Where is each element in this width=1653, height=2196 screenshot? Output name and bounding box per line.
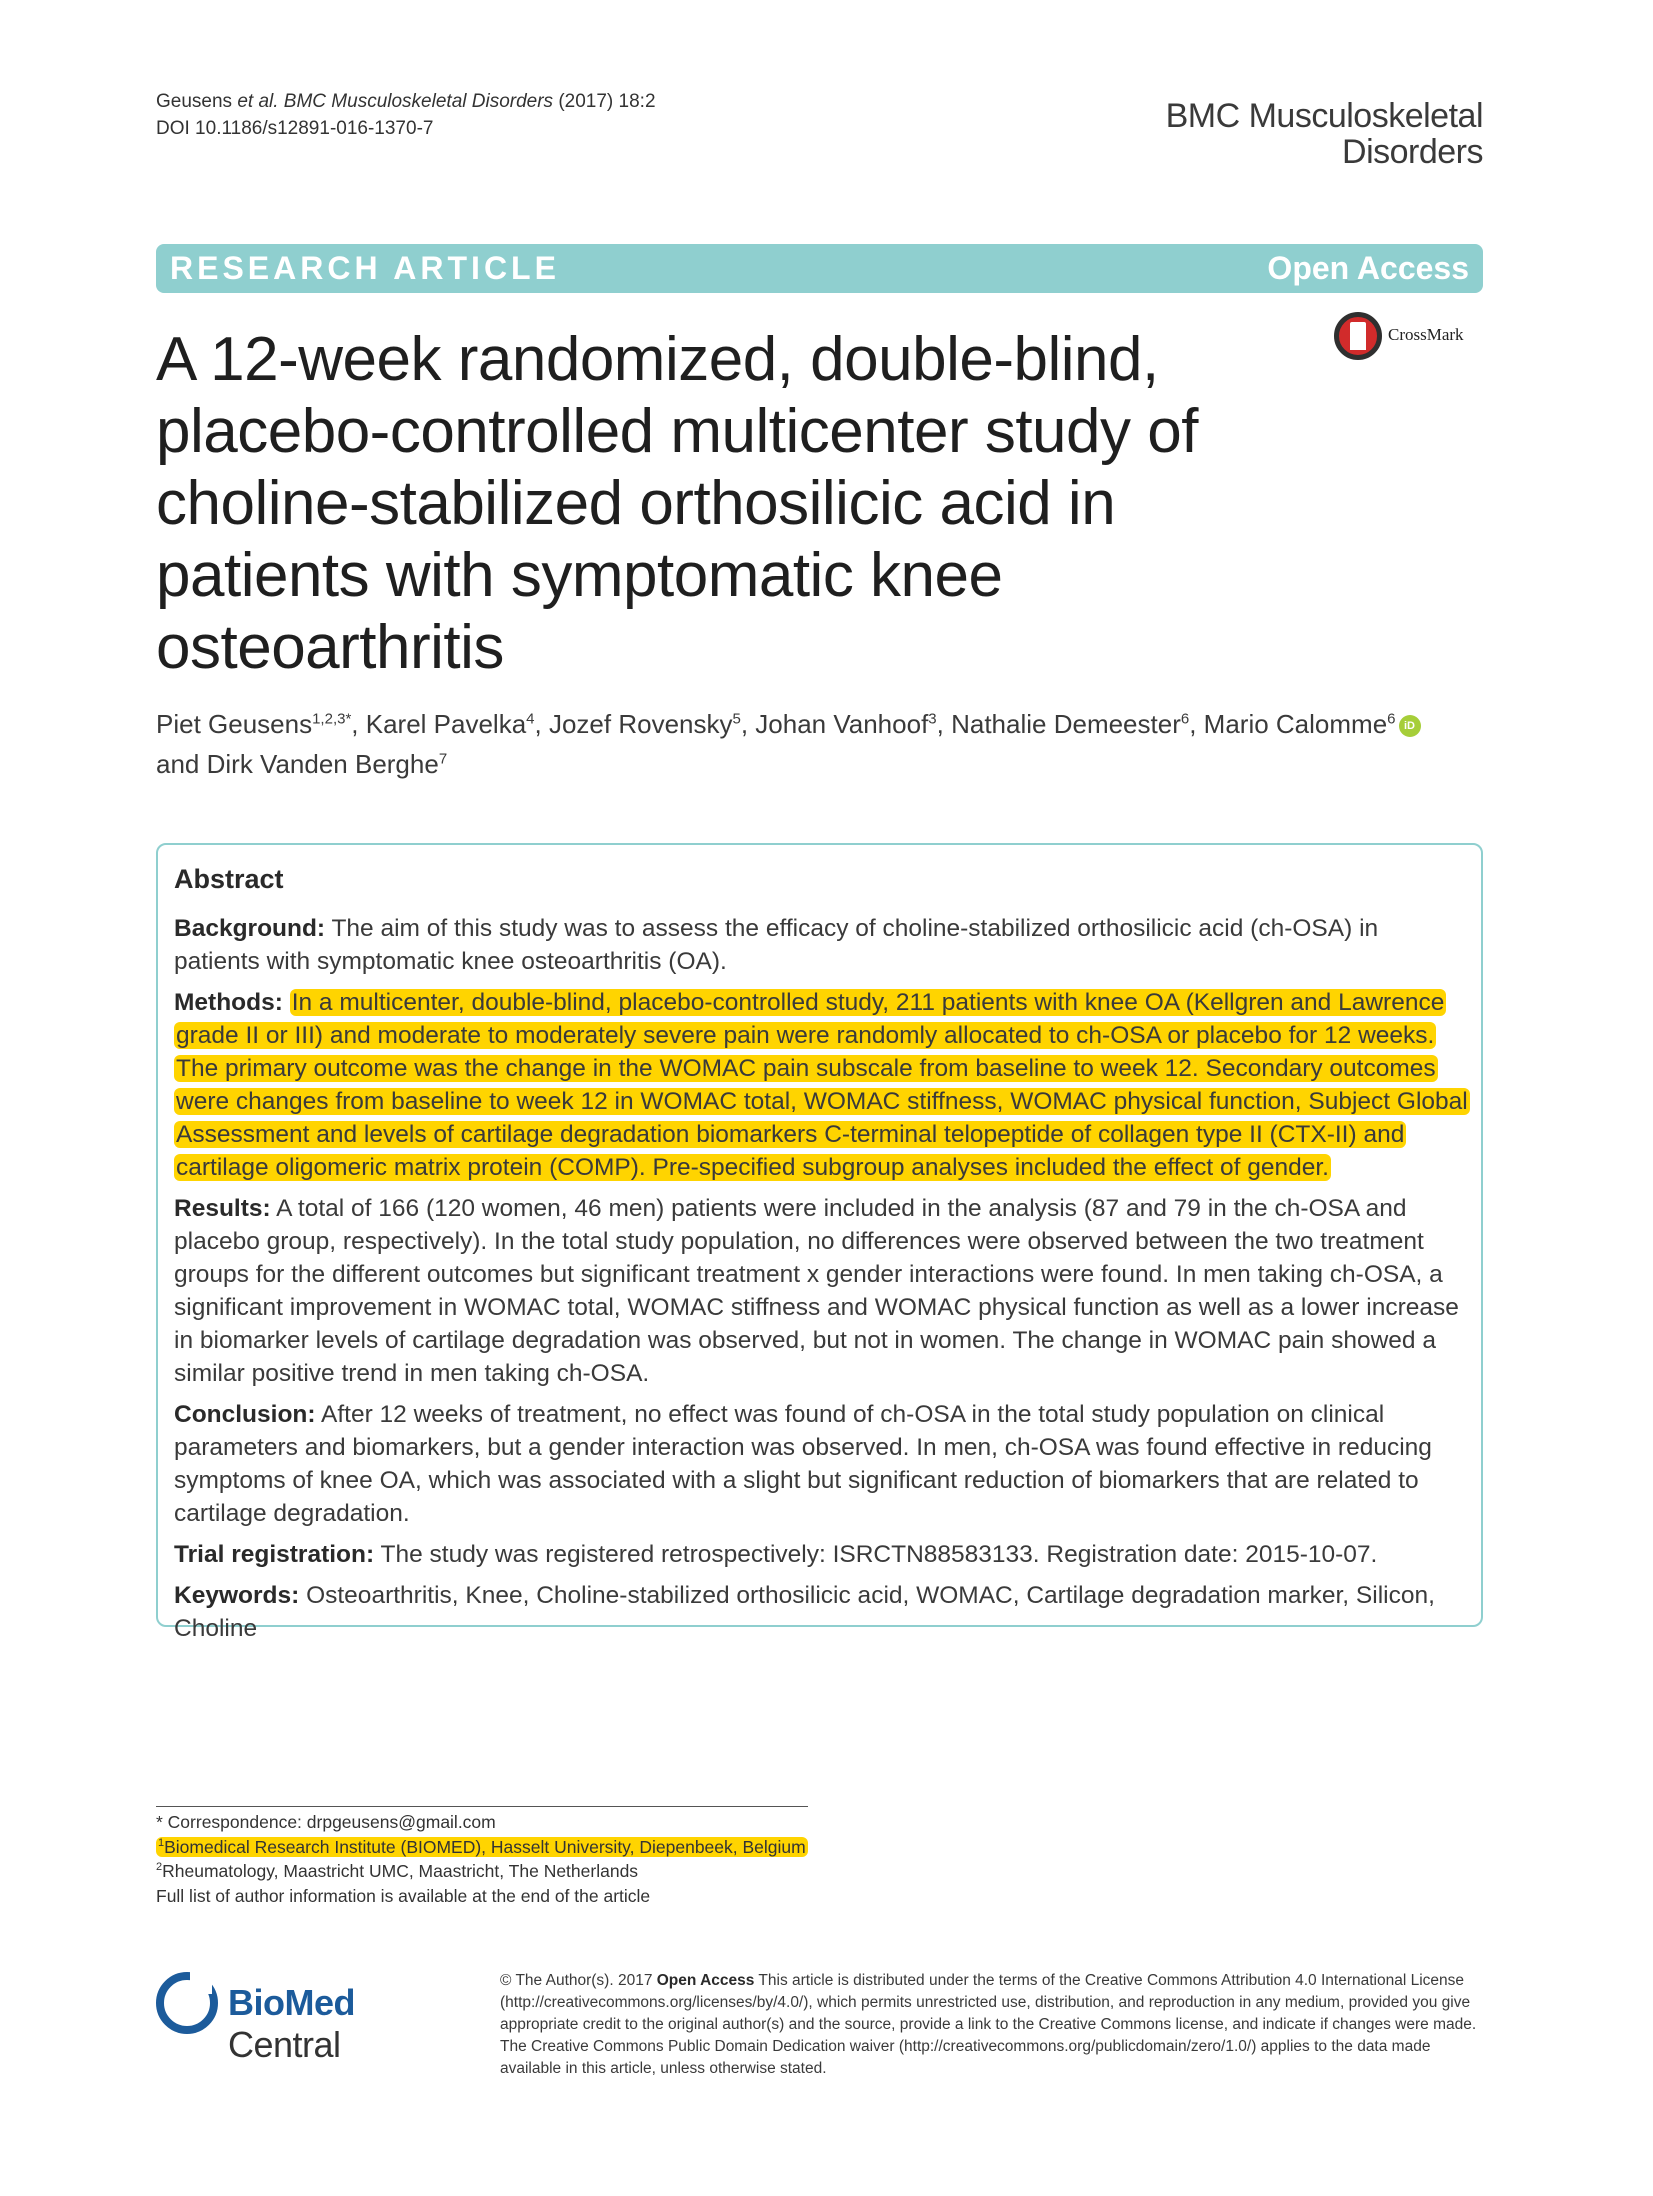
citation-et-al: et al.	[237, 91, 279, 112]
abstract-trial-registration	[174, 1538, 1469, 1571]
methods-text-highlighted: In a multicenter, double-blind, placebo-controlled study, 211 patients with knee OA (Kellgren and Lawrence grade II or III) and moderate to moderately severe pain were randomly allocated to ch-OSA or placebo for 12 weeks. The primary outcome was the change in the WOMAC pain subscale from baseline to week 12. Secondary outcomes were changes from baseline to week 12 in WOMAC total, WOMAC stiffness, WOMAC physical function, Subject Global Assessment and levels of cartilage degradation biomarkers C-terminal telopeptide of collagen type II (CTX-II) and cartilage oligomeric matrix protein (COMP). Pre-specified subgroup analyses included the effect of gender.	[176, 989, 1468, 1181]
license-copyright: © The Author(s). 2017	[500, 1972, 657, 1989]
author-name[interactable]: , Johan Vanhoof	[740, 709, 929, 739]
affiliation-2-text: Rheumatology, Maastricht UMC, Maastricht, The Netherlands	[162, 1861, 639, 1881]
affiliation-2	[156, 1859, 856, 1884]
author-affiliation-sup: 6	[1387, 710, 1396, 728]
author-affiliation-sup: 3	[928, 710, 937, 728]
author-affiliation-sup: 6	[1180, 710, 1190, 728]
license-open-access: Open Access	[656, 1972, 755, 1989]
affiliation-1-text-highlighted: Biomedical Research Institute (BIOMED), Hasselt University, Diepenbeek, Belgium	[164, 1836, 806, 1857]
trial-registration-text: The study was registered retrospectively: ISRCTN88583133. Registration date: 2015-10-07.	[374, 1541, 1378, 1568]
author-affiliation-sup: 4	[526, 710, 535, 728]
article-title: A 12-week randomized, double-blind, placebo-controlled multicenter study of choline-stabilized orthosilicic acid in patients with symptomatic knee osteoarthritis	[156, 325, 1198, 682]
author-affiliation-sup: 5	[732, 710, 741, 728]
abstract-methods	[174, 986, 1469, 1184]
author-name[interactable]: , Jozef Rovensky	[534, 709, 733, 739]
article-type-band	[156, 244, 1483, 293]
license-statement	[500, 1970, 1490, 2080]
biomed-central-logo[interactable]	[156, 1972, 476, 2065]
abstract-background	[174, 912, 1469, 978]
orcid-icon[interactable]: iD	[1399, 715, 1421, 737]
author-name[interactable]: , Karel Pavelka	[351, 709, 527, 739]
biomed-central-ring-icon	[156, 1972, 218, 2034]
trial-registration-label: Trial registration:	[174, 1541, 375, 1568]
correspondence[interactable]: * Correspondence: drpgeusens@gmail.com	[156, 1812, 496, 1832]
crossmark-icon	[1334, 312, 1382, 360]
journal-name-line2: Disorders	[1342, 133, 1483, 171]
background-label: Background:	[174, 915, 326, 942]
keywords-text: Osteoarthritis, Knee, Choline-stabilized orthosilicic acid, WOMAC, Cartilage degradation marker, Silicon, Choline	[174, 1582, 1435, 1642]
logo-central: Central	[228, 2024, 341, 2065]
results-label: Results:	[174, 1195, 271, 1222]
journal-name	[1166, 98, 1483, 170]
citation-author: Geusens	[156, 91, 238, 112]
biomed-central-wordmark	[228, 1982, 476, 2066]
author-name[interactable]: Piet Geusens	[156, 709, 313, 739]
affiliation-1-sup: 1	[158, 1836, 165, 1849]
abstract-results	[174, 1192, 1469, 1390]
doi[interactable]: DOI 10.1186/s12891-016-1370-7	[156, 118, 434, 139]
abstract-heading: Abstract	[174, 864, 284, 894]
results-text: A total of 166 (120 women, 46 men) patients were included in the analysis (87 and 79 in the ch-OSA and placebo group, respectively). In the total study population, no differences were observed between the two treatment groups for the different outcomes but significant treatment x gender interactions were found. In men taking ch-OSA, a significant improvement in WOMAC total, WOMAC stiffness and WOMAC physical function as well as a lower increase in biomarker levels of cartilage degradation was observed, but not in women. The change in WOMAC pain showed a similar positive trend in men taking ch-OSA.	[174, 1195, 1459, 1387]
conclusion-text: After 12 weeks of treatment, no effect was found of ch-OSA in the total study population on clinical parameters and biomarkers, but a gender interaction was observed. In men, ch-OSA was found effective in reducing symptoms of knee OA, which was associated with a slight but significant reduction of biomarkers that are related to cartilage degradation.	[174, 1401, 1432, 1527]
citation-year-volume: (2017) 18:2	[553, 91, 656, 112]
keywords-label: Keywords:	[174, 1582, 300, 1609]
abstract-conclusion	[174, 1398, 1469, 1530]
journal-name-line1: BMC Musculoskeletal	[1165, 97, 1483, 135]
author-name[interactable]: , Nathalie Demeester	[936, 709, 1181, 739]
citation-line	[156, 88, 656, 115]
open-access-label: Open Access	[1267, 250, 1469, 286]
author-affiliation-sup: 7	[438, 750, 448, 768]
affiliation-2-sup: 2	[156, 1861, 163, 1874]
license-text: This article is distributed under the terms of the Creative Commons Attribution 4.0 International License (http://creativecommons.org/licenses/by/4.0/), which permits unrestricted use, distribution, and reproduction in any medium, provided you give appropriate credit to the original author(s) and the source, provide a link to the Creative Commons license, and indicate if changes were made. The Creative Commons Public Domain Dedication waiver (http://creativecommons.org/publicdomain/zero/1.0/) applies to the data made available in this article, unless otherwise stated.	[500, 1972, 1477, 2077]
methods-label: Methods:	[174, 989, 283, 1016]
abstract-keywords	[174, 1579, 1469, 1645]
logo-biomed: BioMed	[228, 1982, 355, 2023]
footnote-divider	[156, 1806, 808, 1807]
author-affiliation-sup: 1,2,3*	[312, 710, 352, 728]
author-name[interactable]: , Mario Calomme	[1189, 709, 1388, 739]
citation-journal: BMC Musculoskeletal Disorders	[278, 91, 554, 112]
background-text: The aim of this study was to assess the efficacy of choline-stabilized orthosilicic acid (ch-OSA) in patients with symptomatic knee osteoarthritis (OA).	[174, 915, 1379, 975]
conclusion-label: Conclusion:	[174, 1401, 316, 1428]
author-name[interactable]: and Dirk Vanden Berghe	[156, 749, 439, 779]
affiliation-1	[156, 1835, 856, 1860]
footnotes	[156, 1810, 856, 1908]
author-list	[156, 704, 1456, 784]
citation-header	[156, 88, 656, 142]
author-info-note: Full list of author information is available at the end of the article	[156, 1885, 651, 1906]
abstract-box	[156, 843, 1483, 1642]
crossmark-badge[interactable]	[1334, 312, 1486, 368]
crossmark-label: CrossMark	[1388, 325, 1464, 344]
article-type-label: RESEARCH ARTICLE	[170, 250, 560, 286]
